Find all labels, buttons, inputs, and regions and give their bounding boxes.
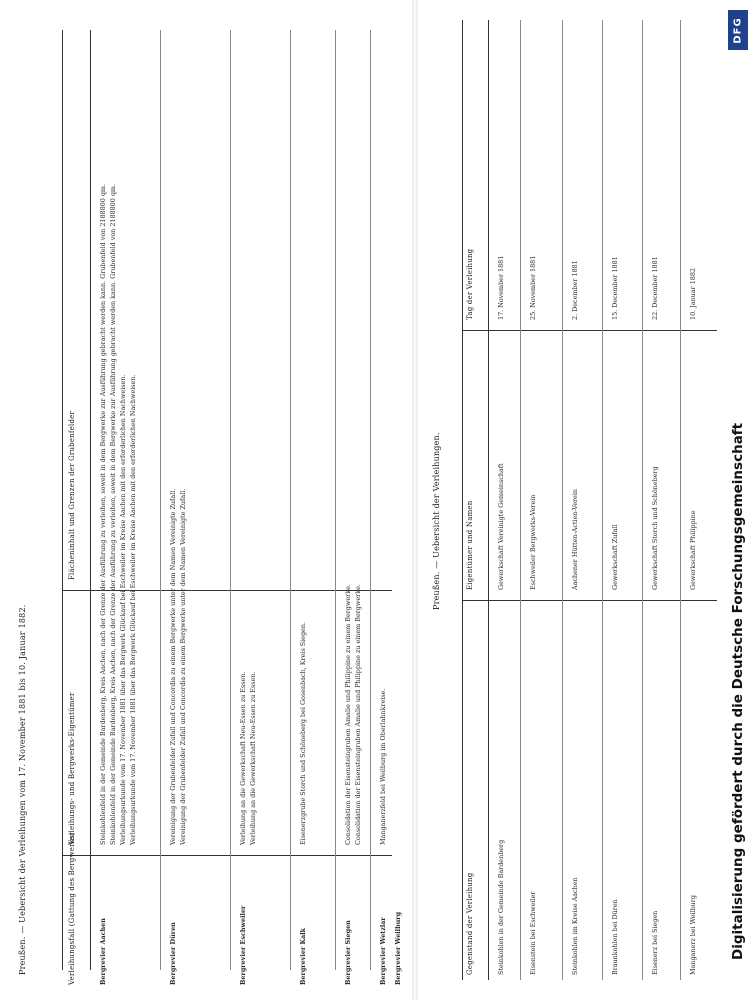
left-running-head: Preußen. — Uebersicht der Verleihungen vom 17. November 1881 bis 10. Januar 1882. (18, 604, 27, 975)
left-row-rule (335, 30, 336, 970)
left-row-label: Bergrevier Aachen (99, 918, 107, 985)
right-entry-date: 10. Januar 1882 (689, 268, 697, 320)
right-entry-date: 17. November 1881 (497, 255, 505, 320)
right-entry-owner: Gewerkschaft Philippine (689, 510, 697, 590)
left-table-rule (90, 30, 91, 970)
left-row-text: Verleihung an die Gewerkschaft Neu-Essen zu Essen. (249, 671, 257, 845)
left-row-label: Bergrevier Weilburg (394, 911, 402, 985)
left-row-text: Consolidation der Eisensteingruben Amalie und Philippine zu einem Bergwerke. (344, 584, 352, 845)
left-row-text: Vereinigung der Grubenfelder Zufall und Concordia zu einem Bergwerke unter dem Namen Vereinigte Zufall. (169, 488, 177, 845)
page-gutter (412, 0, 418, 1000)
left-row-text: Verleihungsurkunde vom 17. November 1881 über das Bergwerk Glückauf bei Eschweiler im Kreise Aachen mit den erforderlichen Nachweisen. (119, 374, 127, 845)
right-entry-owner: Gewerkschaft Vereinigte Gemeinschaft (497, 463, 505, 590)
left-row-text: Steinkohlenfeld in der Gemeinde Bardenberg, Kreis Aachen, nach der Grenze der Ausführung zu verleihen, soweit in dem Bergwerke zur Ausführung gebracht werden kann. Grubenfeld von 2188800 qm. (99, 184, 107, 845)
right-entry-owner: Aachener Hütten-Actien-Verein (571, 489, 579, 590)
left-column-header: Verleihungsfall (Gattung des Bergwerks) (68, 832, 76, 985)
right-row-rule (520, 20, 521, 980)
dfg-logo-text: DFG (732, 16, 744, 44)
dfg-logo (728, 10, 748, 50)
left-row-text: Vereinigung der Grubenfelder Zufall und Concordia zu einem Bergwerke unter dem Namen Vereinigte Zufall. (179, 488, 187, 845)
right-column-divider (462, 600, 717, 601)
left-row-rule (160, 30, 161, 970)
left-row-text: Manganerzfeld bei Weilburg im Oberlahnkreise. (379, 688, 387, 845)
right-entry-date: 25. November 1881 (529, 255, 537, 320)
left-row-label: Bergrevier Wetzlar (379, 917, 387, 985)
left-row-label: Bergrevier Siegen (344, 920, 352, 985)
left-row-text: Verleihungsurkunde vom 17. November 1881 über das Bergwerk Glückauf bei Eschweiler im Kreise Aachen mit den erforderlichen Nachweisen. (129, 374, 137, 845)
right-entry-owner: Gewerkschaft Storch und Schöneberg (651, 466, 659, 590)
left-row-rule (290, 30, 291, 970)
right-entry-owner: Gewerkschaft Zufall (611, 524, 619, 590)
right-column-header: Eigentümer und Namen (466, 500, 474, 590)
right-row-rule (562, 20, 563, 980)
right-table-rule (488, 20, 489, 980)
left-row-text: Verleihung an die Gewerkschaft Neu-Essen zu Essen. (239, 671, 247, 845)
left-row-rule (370, 30, 371, 970)
right-running-head: Preußen. — Uebersicht der Verleihungen. (432, 432, 441, 610)
left-row-text: Consolidation der Eisensteingruben Amalie und Philippine zu einem Bergwerke. (354, 584, 362, 845)
right-column-header: Gegenstand der Verleihung (466, 872, 474, 975)
right-entry-date: 15. December 1881 (611, 256, 619, 320)
right-row-rule (680, 20, 681, 980)
right-row-rule (602, 20, 603, 980)
left-row-label: Bergrevier Eschweiler (239, 905, 247, 985)
left-column-header: Verleihungs- und Bergwerks-Eigentümer (68, 692, 76, 845)
left-row-label: Bergrevier Düren (169, 922, 177, 985)
right-entry-subject: Eisenstein bei Eschweiler (529, 891, 537, 975)
right-entry-subject: Braunkohlen bei Düren (611, 899, 619, 975)
right-entry-subject: Eisenerz bei Siegen (651, 910, 659, 975)
left-column-header: Flächeninhalt und Grenzen der Grubenfelder (68, 410, 76, 580)
left-row-label: Bergrevier Kalk (299, 927, 307, 985)
right-column-divider (462, 330, 717, 331)
right-table-rule (462, 20, 463, 980)
watermark-text: Digitalisierung gefördert durch die Deutsche Forschungsgemeinschaft (730, 422, 746, 960)
right-column-header: Tag der Verleihung (466, 248, 474, 320)
right-entry-subject: Steinkohlen im Kreise Aachen (571, 877, 579, 975)
right-entry-owner: Eschweiler Bergwerks-Verein (529, 494, 537, 590)
left-row-text: Eisenerzgrube Storch und Schöneberg bei Gosenbach, Kreis Siegen. (299, 622, 307, 845)
left-row-rule (230, 30, 231, 970)
right-entry-subject: Steinkohlen in der Gemeinde Bardenberg (497, 839, 505, 975)
right-entry-subject: Manganerz bei Weilburg (689, 895, 697, 975)
left-column-divider (62, 855, 392, 856)
right-entry-date: 2. December 1881 (571, 260, 579, 320)
right-row-rule (642, 20, 643, 980)
left-row-text: Steinkohlenfeld in der Gemeinde Bardenberg, Kreis Aachen, nach der Grenze der Ausführung zu verleihen, soweit in dem Bergwerke zur Ausführung gebracht werden kann. Grubenfeld von 2188800 qm. (109, 184, 117, 845)
left-table-rule (62, 30, 63, 970)
right-entry-date: 22. December 1881 (651, 256, 659, 320)
